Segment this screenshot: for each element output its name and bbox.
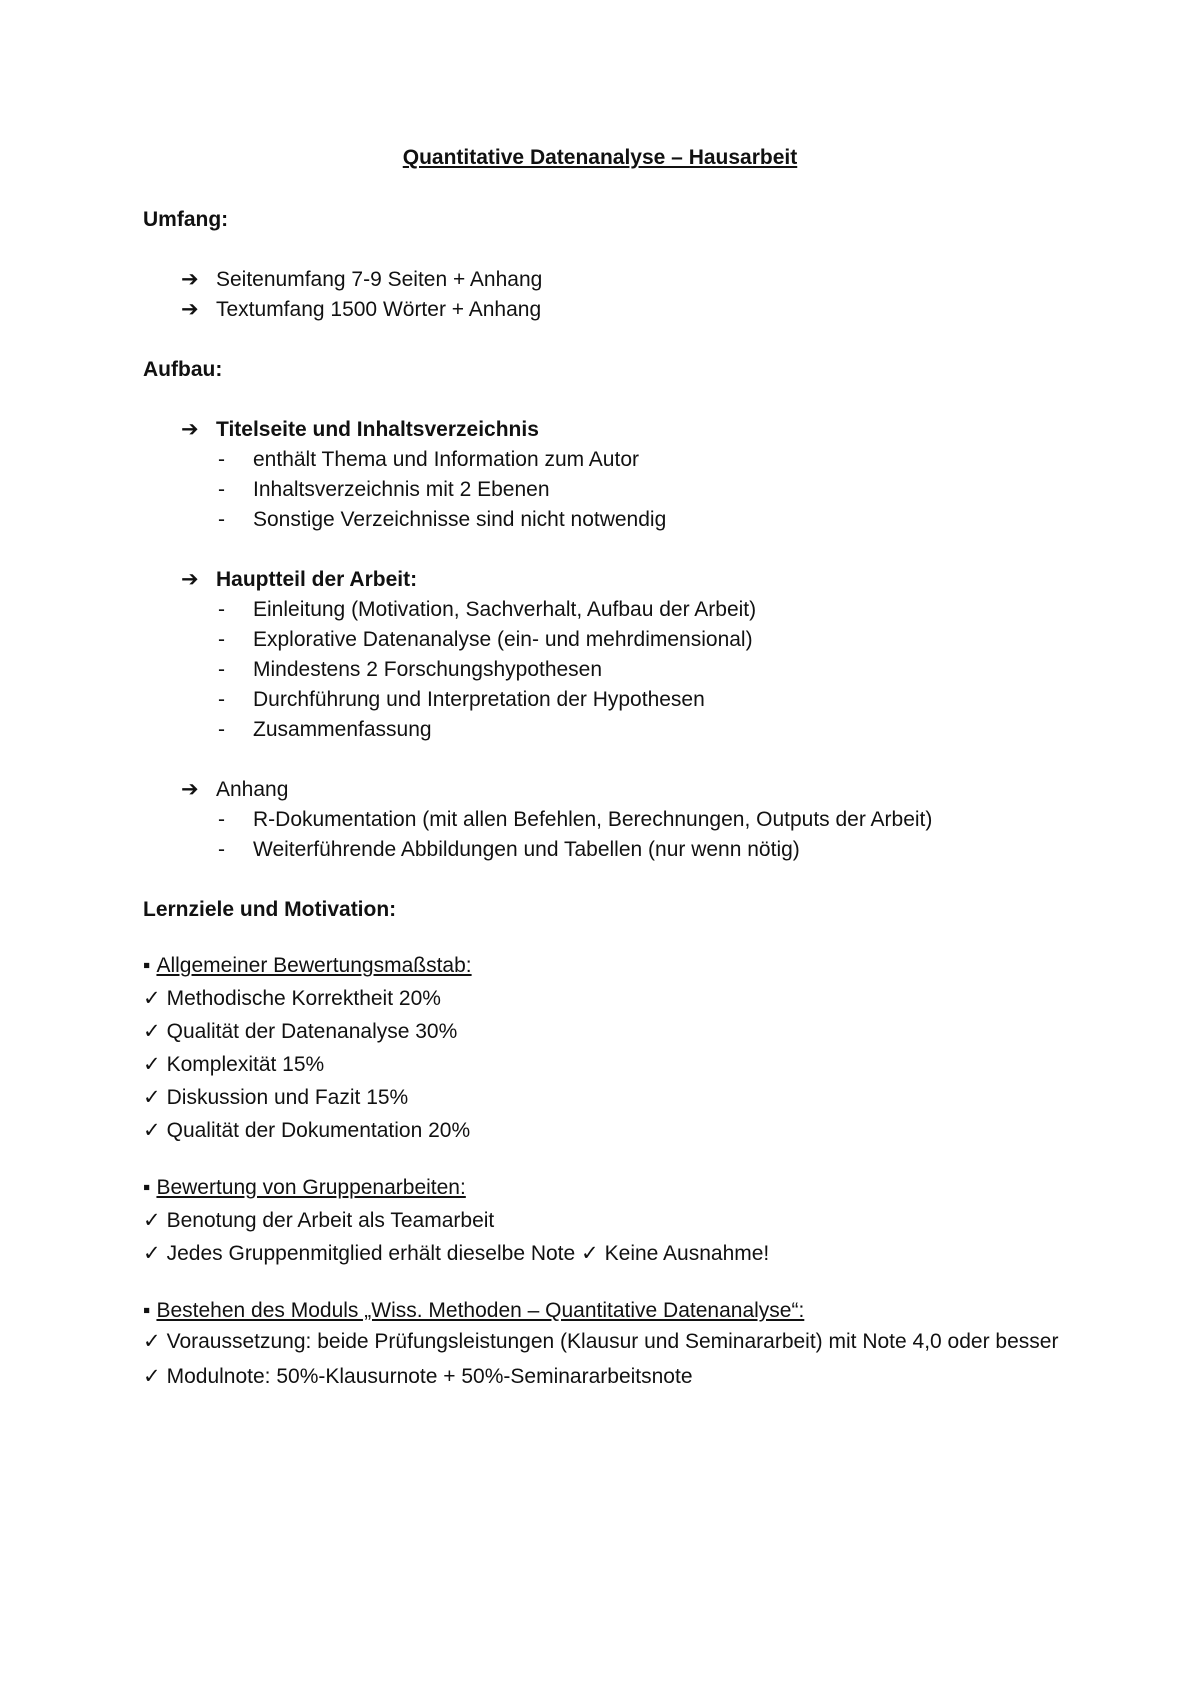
aufbau-section-label: Titelseite und Inhaltsverzeichnis bbox=[216, 418, 539, 441]
check-item-text: Keine Ausnahme! bbox=[604, 1242, 770, 1265]
umfang-item-text: Seitenumfang 7-9 Seiten + Anhang bbox=[216, 268, 543, 291]
list-item-text: Sonstige Verzeichnisse sind nicht notwendig bbox=[253, 508, 667, 531]
list-item bbox=[143, 475, 1063, 505]
aufbau-section-title bbox=[143, 775, 1063, 805]
check-item bbox=[143, 1114, 1063, 1147]
dash-bullet: - bbox=[218, 808, 225, 831]
bestehen-heading-text: Bestehen des Moduls „Wiss. Methoden – Quantitative Datenanalyse“: bbox=[156, 1299, 805, 1322]
list-item bbox=[143, 595, 1063, 625]
check-item-text: Methodische Korrektheit 20% bbox=[166, 987, 441, 1010]
check-item bbox=[143, 1204, 1063, 1237]
gruppen-heading bbox=[143, 1171, 1063, 1204]
arrow-icon: ➔ bbox=[181, 778, 199, 801]
aufbau-section-title bbox=[143, 415, 1063, 445]
dash-bullet: - bbox=[218, 448, 225, 471]
arrow-icon: ➔ bbox=[181, 268, 199, 291]
list-item-text: Einleitung (Motivation, Sachverhalt, Aufbau der Arbeit) bbox=[253, 598, 757, 621]
umfang-item-text: Textumfang 1500 Wörter + Anhang bbox=[216, 298, 542, 321]
list-item bbox=[143, 715, 1063, 745]
bewertung-heading-text: Allgemeiner Bewertungsmaßstab: bbox=[156, 954, 472, 977]
document-body bbox=[143, 205, 1063, 1393]
list-item bbox=[143, 805, 1063, 835]
dash-bullet: - bbox=[218, 718, 225, 741]
list-item bbox=[143, 445, 1063, 475]
list-item bbox=[143, 505, 1063, 535]
check-icon: ✓ bbox=[143, 1119, 161, 1142]
check-item-text: Qualität der Dokumentation 20% bbox=[166, 1119, 471, 1142]
check-item-text: Diskussion und Fazit 15% bbox=[166, 1086, 409, 1109]
check-item-text: Modulnote: 50%-Klausurnote + 50%-Seminararbeitsnote bbox=[166, 1365, 693, 1388]
check-icon: ✓ bbox=[143, 1053, 161, 1076]
bewertung-heading bbox=[143, 949, 1063, 982]
list-item-text: Mindestens 2 Forschungshypothesen bbox=[253, 658, 603, 681]
check-icon: ✓ bbox=[143, 1242, 161, 1265]
check-item bbox=[143, 1048, 1063, 1081]
square-bullet-icon: ▪ bbox=[143, 1299, 151, 1322]
list-item-text: R-Dokumentation (mit allen Befehlen, Berechnungen, Outputs der Arbeit) bbox=[253, 808, 933, 831]
list-item bbox=[143, 835, 1063, 865]
dash-bullet: - bbox=[218, 508, 225, 531]
check-item-text: Voraussetzung: beide Prüfungsleistungen (Klausur und Seminararbeit) mit Note 4,0 oder besser bbox=[166, 1330, 1059, 1353]
document-title: Quantitative Datenanalyse – Hausarbeit bbox=[402, 146, 798, 169]
list-item-text: enthält Thema und Information zum Autor bbox=[253, 448, 639, 471]
list-item bbox=[143, 685, 1063, 715]
list-item-text: Inhaltsverzeichnis mit 2 Ebenen bbox=[253, 478, 550, 501]
check-item bbox=[143, 1237, 1063, 1270]
check-item bbox=[143, 1327, 1063, 1360]
list-item bbox=[143, 655, 1063, 685]
bestehen-heading bbox=[143, 1294, 1063, 1327]
aufbau-section-title bbox=[143, 565, 1063, 595]
umfang-heading: Umfang: bbox=[143, 208, 229, 231]
square-bullet-icon: ▪ bbox=[143, 1176, 151, 1199]
arrow-icon: ➔ bbox=[181, 568, 199, 591]
check-icon: ✓ bbox=[143, 1209, 161, 1232]
check-icon: ✓ bbox=[143, 1020, 161, 1043]
square-bullet-icon: ▪ bbox=[143, 954, 151, 977]
check-icon: ✓ bbox=[143, 1330, 161, 1353]
check-icon: ✓ bbox=[581, 1242, 599, 1265]
arrow-icon: ➔ bbox=[181, 418, 199, 441]
check-icon: ✓ bbox=[143, 1365, 161, 1388]
dash-bullet: - bbox=[218, 478, 225, 501]
check-icon: ✓ bbox=[143, 1086, 161, 1109]
dash-bullet: - bbox=[218, 628, 225, 651]
check-item-text: Komplexität 15% bbox=[166, 1053, 325, 1076]
check-item-text: Benotung der Arbeit als Teamarbeit bbox=[166, 1209, 495, 1232]
check-item bbox=[143, 1360, 1063, 1393]
dash-bullet: - bbox=[218, 838, 225, 861]
dash-bullet: - bbox=[218, 658, 225, 681]
aufbau-heading: Aufbau: bbox=[143, 358, 223, 381]
lernziele-heading: Lernziele und Motivation: bbox=[143, 898, 397, 921]
check-item-text: Qualität der Datenanalyse 30% bbox=[166, 1020, 458, 1043]
list-item bbox=[143, 625, 1063, 655]
check-item bbox=[143, 1015, 1063, 1048]
aufbau-section-label: Hauptteil der Arbeit: bbox=[216, 568, 418, 591]
arrow-icon: ➔ bbox=[181, 298, 199, 321]
check-item bbox=[143, 982, 1063, 1015]
list-item-text: Explorative Datenanalyse (ein- und mehrdimensional) bbox=[253, 628, 753, 651]
check-icon: ✓ bbox=[143, 987, 161, 1010]
check-item bbox=[143, 1081, 1063, 1114]
check-item-text: Jedes Gruppenmitglied erhält dieselbe Note bbox=[166, 1242, 576, 1265]
list-item-text: Durchführung und Interpretation der Hypothesen bbox=[253, 688, 705, 711]
dash-bullet: - bbox=[218, 598, 225, 621]
list-item-text: Zusammenfassung bbox=[253, 718, 432, 741]
umfang-item bbox=[143, 295, 1063, 325]
umfang-item bbox=[143, 265, 1063, 295]
list-item-text: Weiterführende Abbildungen und Tabellen (nur wenn nötig) bbox=[253, 838, 800, 861]
gruppen-heading-text: Bewertung von Gruppenarbeiten: bbox=[156, 1176, 466, 1199]
dash-bullet: - bbox=[218, 688, 225, 711]
aufbau-section-label: Anhang bbox=[216, 778, 289, 801]
